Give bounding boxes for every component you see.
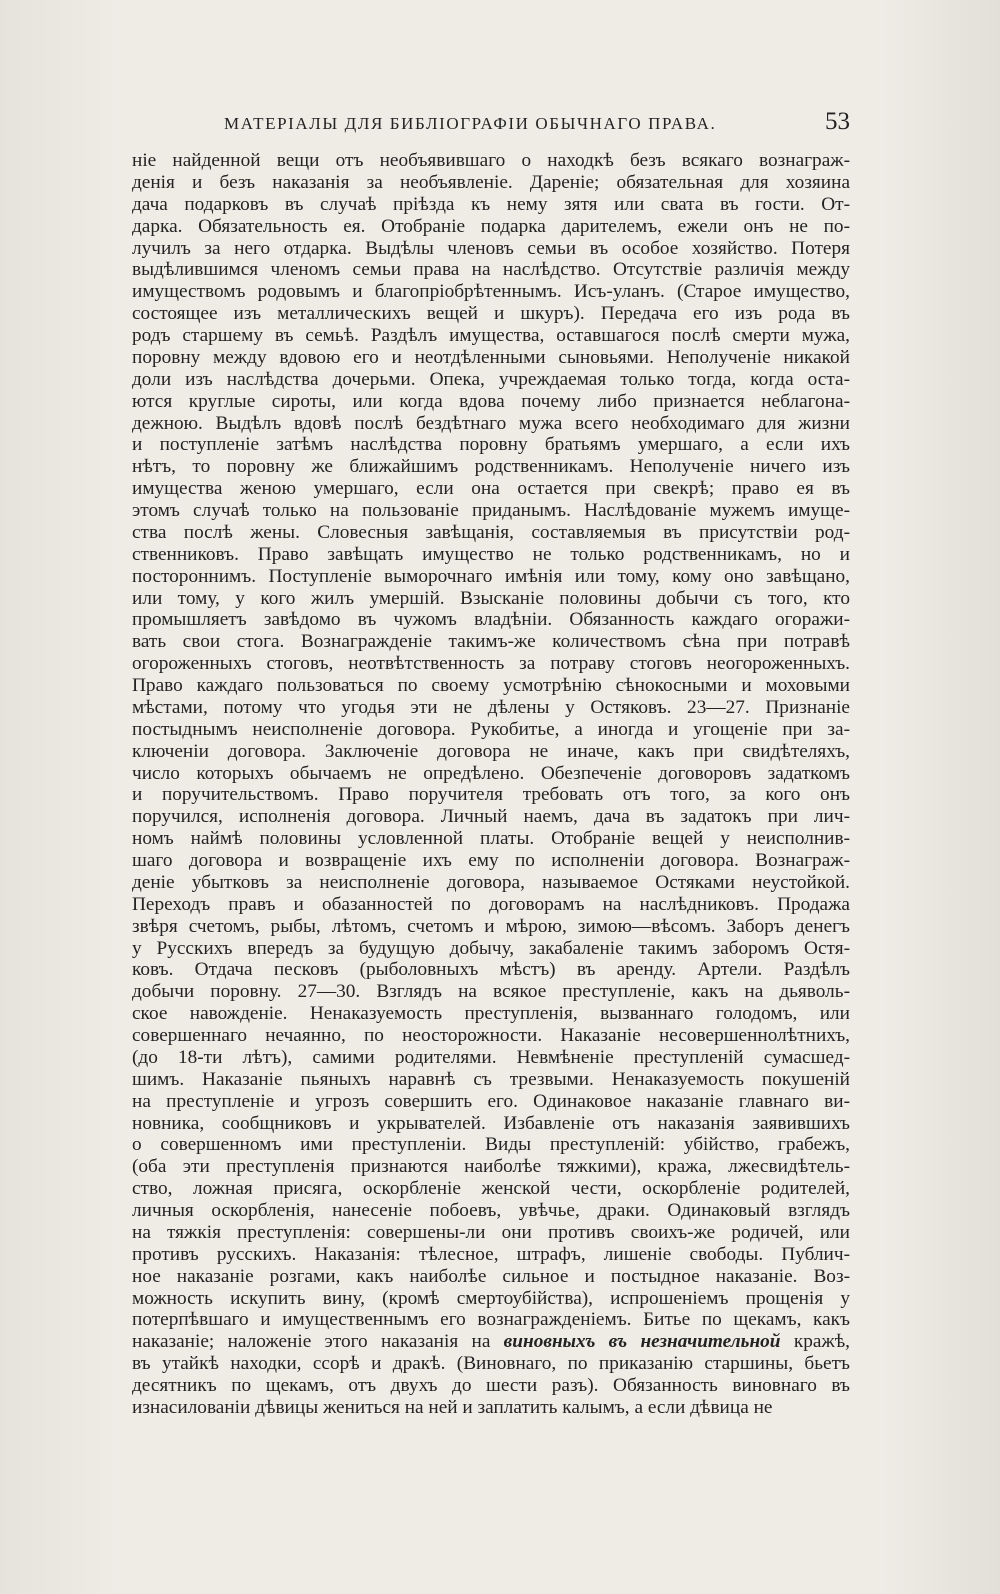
text-line: личныя оскорбленія, нанесеніе побоевъ, увѣчье, драки. Одинаковый взглядъ xyxy=(132,1200,850,1221)
text-line: добычи поровну. 27—30. Взглядъ на всякое преступленіе, какъ на дьяволь- xyxy=(132,981,850,1003)
text-line: противъ русскихъ. Наказанія: тѣлесное, штрафъ, лишеніе свободы. Публич- xyxy=(132,1243,850,1265)
text-line: изнасилованіи дѣвицы жениться на ней и заплатить калымъ, а если дѣвица не xyxy=(132,1396,773,1418)
text-line: постыднымъ неисполненіе договора. Рукобитье, а иногда и угощеніе при за- xyxy=(132,718,850,740)
italic-phrase: виновныхъ въ незначительной xyxy=(503,1331,781,1353)
text-line: лучилъ за него отдарка. Выдѣлы членовъ семьи въ особое хозяйство. Потеря xyxy=(132,237,850,259)
text-line: наказаніе; наложеніе этого наказанія на виновныхъ въ незначительной кражѣ, xyxy=(132,1331,850,1353)
text-line: и поступленіе затѣмъ наслѣдства поровну братьямъ умершаго, а если ихъ xyxy=(132,434,850,456)
text-line: потерпѣвшаго и имущественнымъ его вознагражденіемъ. Битье по щекамъ, какъ xyxy=(132,1309,850,1331)
text-line: ковъ. Отдача песковъ (рыболовныхъ мѣстъ) въ аренду. Артели. Раздѣлъ xyxy=(132,959,850,981)
text-line: вать свои стога. Вознагражденіе такимъ-же количествомъ сѣна при потравѣ xyxy=(132,631,850,653)
text-line: звѣря счетомъ, рыбы, лѣтомъ, счетомъ и мѣрою, зимою—вѣсомъ. Заборъ денегъ xyxy=(132,915,850,937)
text-line: шимъ. Наказаніе пьяныхъ наравнѣ съ трезвыми. Ненаказуемость покушеній xyxy=(132,1068,850,1090)
text-line: имуществомъ родовымъ и благопріобрѣтеннымъ. Исъ-уланъ. (Старое имущество, xyxy=(132,281,850,303)
text-line: постороннимъ. Поступленіе выморочнаго имѣнія или тому, кому оно завѣщано, xyxy=(132,565,850,587)
text-line: Право каждаго пользоваться по своему усмотрѣнію сѣнокосными и моховыми xyxy=(132,675,850,696)
text-line: совершеннаго нечаянно, по неосторожности. Наказаніе несовершеннолѣтнихъ, xyxy=(132,1025,850,1046)
text-line: (оба эти преступленія признаются наиболѣе тяжкими), кража, лжесвидѣтель- xyxy=(132,1156,850,1178)
text-line: дарка. Обязательность ея. Отобраніе подарка дарителемъ, ежели онъ не по- xyxy=(132,215,850,237)
page-number: 53 xyxy=(825,108,850,135)
text-line: шаго договора и возвращеніе ихъ ему по исполненіи договора. Вознаграж- xyxy=(132,850,850,871)
text-line: въ утайкѣ находки, ссорѣ и дракѣ. (Виновнаго, по приказанію старшины, бьетъ xyxy=(132,1353,850,1375)
text-line: ное наказаніе розгами, какъ наиболѣе сильное и постыдное наказаніе. Воз- xyxy=(132,1265,850,1287)
text-line: и поручительствомъ. Право поручителя требовать отъ того, за кого онъ xyxy=(132,784,850,806)
text-line: ются круглые сироты, или когда вдова почему либо признается неблагона- xyxy=(132,390,850,412)
text-line: десятникъ по щекамъ, отъ двухъ до шести разъ). Обязанность виновнаго въ xyxy=(132,1375,850,1396)
running-title: МАТЕРІАЛЫ ДЛЯ БИБЛІОГРАФІИ ОБЫЧНАГО ПРАВА. xyxy=(224,114,717,133)
text-line: дежною. Выдѣлъ вдовѣ послѣ бездѣтнаго мужа всего необходимаго для жизни xyxy=(132,412,850,434)
text-line: деніе убытковъ за неисполненіе договора, называемое Остяками неустойкой. xyxy=(132,871,850,893)
text-line: можность искупить вину, (кромѣ смертоубійства), испрошеніемъ прощенія у xyxy=(132,1287,850,1309)
text-line: нѣтъ, то поровну же ближайшимъ родственникамъ. Неполученіе ничего изъ xyxy=(132,456,850,478)
text-line: мѣстами, потому что угодья эти не дѣлены у Остяковъ. 23—27. Признаніе xyxy=(132,696,850,718)
text-line: (до 18-ти лѣтъ), самими родителями. Невмѣненіе преступленій сумасшед- xyxy=(132,1046,850,1068)
text-line: денія и безъ наказанія за необъявленіе. Дареніе; обязательная для хозяина xyxy=(132,171,850,193)
text-line: поручился, исполненія договора. Личный наемъ, дача въ задатокъ при лич- xyxy=(132,806,850,828)
text-line: новника, сообщниковъ и укрывателей. Избавленіе отъ наказанія заявившихъ xyxy=(132,1112,850,1134)
text-line: на преступленіе и угрозъ совершить его. Одинаковое наказаніе главнаго ви- xyxy=(132,1090,850,1112)
text-line: ственниковъ. Право завѣщать имущество не только родственникамъ, но и xyxy=(132,543,850,565)
text-line: дача подарковъ въ случаѣ пріѣзда къ нему зятя или свата въ гости. От- xyxy=(132,193,850,215)
body-text xyxy=(132,150,850,1419)
text-line: промышляетъ завѣдомо въ чужомъ владѣніи. Обязанность каждаго огоражи- xyxy=(132,609,850,631)
text-line: у Русскихъ впередъ за будущую добычу, закабаленіе такимъ заборомъ Остя- xyxy=(132,937,850,959)
text-line: ское навожденіе. Ненаказуемость преступленія, вызваннаго голодомъ, или xyxy=(132,1003,850,1025)
text-line: выдѣлившимся членомъ семьи права на наслѣдство. Отсутствіе различія между xyxy=(132,259,850,281)
text-line: ключеніи договора. Заключеніе договора не иначе, какъ при свидѣтеляхъ, xyxy=(132,740,850,762)
text-line: огороженныхъ стоговъ, неотвѣтственность за потраву стоговъ неогороженныхъ. xyxy=(132,653,850,675)
text-line: ства послѣ жены. Словесныя завѣщанія, составляемыя въ присутствіи род- xyxy=(132,521,850,543)
text-line: номъ наймѣ половины условленной платы. Отобраніе вещей у неисполнив- xyxy=(132,828,850,850)
text-line: на тяжкія преступленія: совершены-ли они противъ своихъ-же родичей, или xyxy=(132,1221,850,1243)
page-header xyxy=(224,108,850,138)
text-line: родъ старшему въ семьѣ. Раздѣлъ имущества, оставшагося послѣ смерти мужа, xyxy=(132,325,850,346)
text-line: или тому, у кого жилъ умершій. Взысканіе половины добычи съ того, кто xyxy=(132,587,850,609)
text-line: этомъ случаѣ только на пользованіе приданымъ. Наслѣдованіе мужемъ имуще- xyxy=(132,500,850,521)
text-line: имущества женою умершаго, если она остается при свекрѣ; право ея въ xyxy=(132,478,850,500)
text-line: Переходъ правъ и обазанностей по договорамъ на наслѣдниковъ. Продажа xyxy=(132,893,850,915)
text-line: доли изъ наслѣдства дочерьми. Опека, учреждаемая только тогда, когда оста- xyxy=(132,368,850,390)
text-line: поровну между вдовою его и неотдѣленными сыновьями. Неполученіе никакой xyxy=(132,346,850,368)
text-line: состоящее изъ металлическихъ вещей и шкуръ). Передача его изъ рода въ xyxy=(132,303,850,325)
text-line: о совершенномъ ими преступленіи. Виды преступленій: убійство, грабежъ, xyxy=(132,1134,850,1156)
text-line: ніе найденной вещи отъ необъявившаго о находкѣ безъ всякаго вознаграж- xyxy=(132,150,850,171)
text-line: число которыхъ обычаемъ не опредѣлено. Обезпеченіе договоровъ задаткомъ xyxy=(132,762,850,784)
text-line: ство, ложная присяга, оскорбленіе женской чести, оскорбленіе родителей, xyxy=(132,1178,850,1200)
